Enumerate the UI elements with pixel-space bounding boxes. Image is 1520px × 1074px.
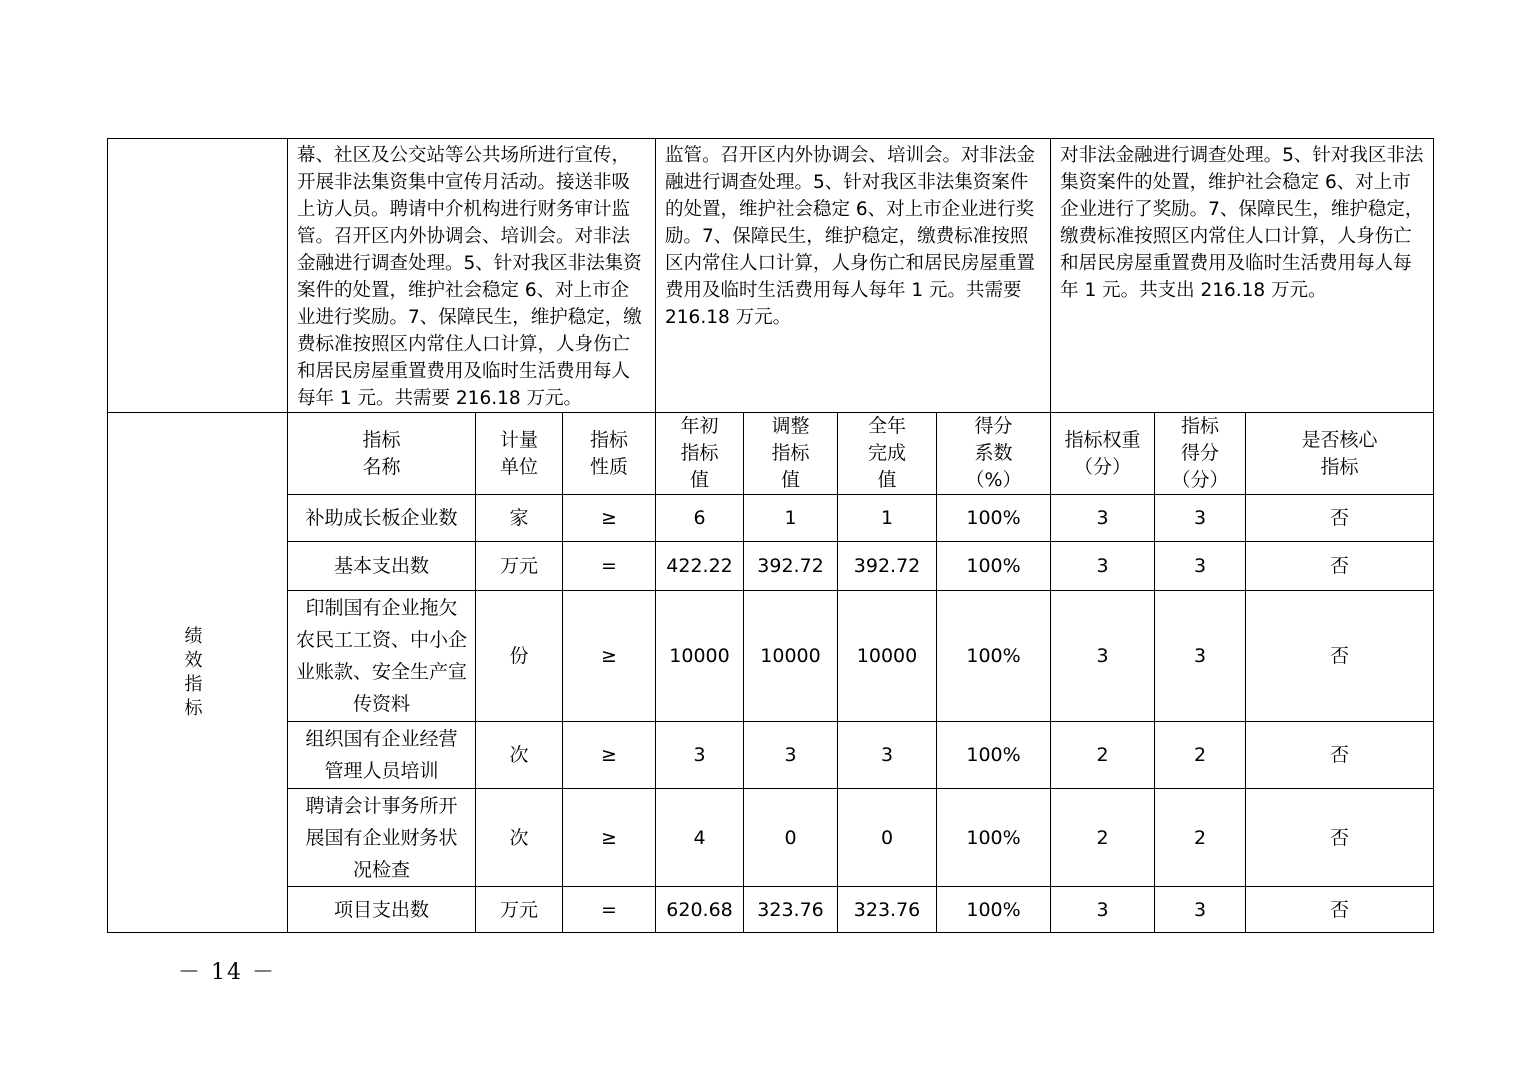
row-unit: 次 [476, 789, 563, 887]
row-adjusted: 10000 [744, 591, 838, 722]
row-name [288, 789, 476, 887]
header-initial [656, 413, 744, 495]
header-completed [838, 413, 937, 495]
page-number: － 14 － [178, 960, 276, 985]
row-completed: 392.72 [838, 542, 937, 591]
row-weight: 3 [1051, 495, 1155, 542]
row-name [288, 591, 476, 722]
header-core-line: 是否核心 [1301, 428, 1378, 451]
row-score: 3 [1155, 887, 1246, 933]
row-core: 否 [1246, 591, 1434, 722]
row-coef: 100% [937, 591, 1051, 722]
description-plan-cell: 监管。召开区内外协调会、培训会。对非法金融进行调查处理。5、针对我区非法集资案件的处置，维护社会稳定 6、对上市企业进行奖励。7、保障民生，维护稳定，缴费标准按照区内常住人口计算，人身伤亡和居民房屋重置费用及临时生活费用每人每年 1 元。共需要 216.18 万元。 [656, 139, 1051, 413]
header-name-line: 指标 [362, 428, 401, 451]
row-score: 3 [1155, 591, 1246, 722]
row-initial: 4 [656, 789, 744, 887]
header-unit-line: 计量 [499, 428, 538, 451]
header-unit [476, 413, 563, 495]
header-name [288, 413, 476, 495]
header-name-line: 名称 [362, 455, 401, 478]
row-completed: 0 [838, 789, 937, 887]
header-initial-line: 年初 [680, 415, 719, 437]
header-score-line: 得分 [1181, 442, 1220, 464]
header-adjusted-line: 指标 [771, 442, 810, 464]
row-unit: 家 [476, 495, 563, 542]
row-core: 否 [1246, 887, 1434, 933]
header-nature-line: 指标 [590, 428, 629, 451]
row-initial: 3 [656, 722, 744, 789]
header-coef-line: 得分 [974, 415, 1013, 437]
header-adjusted-line: 调整 [771, 415, 810, 437]
row-adjusted: 3 [744, 722, 838, 789]
row-completed: 10000 [838, 591, 937, 722]
section-label-cell [108, 413, 288, 933]
row-completed: 323.76 [838, 887, 937, 933]
row-core: 否 [1246, 495, 1434, 542]
row-name-line: 项目支出数 [333, 898, 429, 921]
row-name-line: 展国有企业财务状 [305, 826, 458, 849]
table-row [108, 591, 1434, 722]
header-completed-line: 值 [877, 469, 897, 491]
header-initial-line: 值 [690, 469, 710, 491]
row-nature: = [563, 542, 656, 591]
row-core: 否 [1246, 789, 1434, 887]
row-nature: = [563, 887, 656, 933]
row-name-line: 农民工工资、中小企 [295, 629, 467, 651]
row-nature: ≥ [563, 722, 656, 789]
row-score: 3 [1155, 542, 1246, 591]
row-core: 否 [1246, 542, 1434, 591]
header-adjusted [744, 413, 838, 495]
row-name-line: 况检查 [352, 858, 410, 881]
row-score: 2 [1155, 722, 1246, 789]
header-score-line: （分） [1171, 469, 1229, 491]
row-weight: 2 [1051, 722, 1155, 789]
row-score: 3 [1155, 495, 1246, 542]
table-row [108, 887, 1434, 933]
row-name-line: 组织国有企业经营 [305, 728, 458, 750]
row-nature: ≥ [563, 591, 656, 722]
header-completed-line: 全年 [868, 415, 907, 437]
performance-table [107, 138, 1434, 933]
description-actual-cell: 对非法金融进行调查处理。5、针对我区非法集资案件的处置，维护社会稳定 6、对上市企业进行了奖励。7、保障民生，维护稳定，缴费标准按照区内常住人口计算，人身伤亡和居民房屋重置费用及临时生活费用每人每年 1 元。共支出 216.18 万元。 [1051, 139, 1434, 413]
row-name [288, 887, 476, 933]
header-row [108, 413, 1434, 495]
row-initial: 10000 [656, 591, 744, 722]
row-name-line: 业账款、安全生产宣 [295, 661, 467, 683]
header-coef-line: （%） [965, 469, 1022, 491]
header-initial-line: 指标 [680, 442, 719, 464]
row-core: 否 [1246, 722, 1434, 789]
row-completed: 3 [838, 722, 937, 789]
header-nature [563, 413, 656, 495]
row-coef: 100% [937, 789, 1051, 887]
row-name-line: 聘请会计事务所开 [305, 794, 458, 817]
row-weight: 3 [1051, 542, 1155, 591]
row-initial: 422.22 [656, 542, 744, 591]
header-weight [1051, 413, 1155, 495]
row-score: 2 [1155, 789, 1246, 887]
row-initial: 620.68 [656, 887, 744, 933]
row-name [288, 542, 476, 591]
header-weight-line: 指标权重 [1064, 428, 1141, 451]
row-weight: 2 [1051, 789, 1155, 887]
row-nature: ≥ [563, 789, 656, 887]
row-name-line: 传资料 [352, 693, 410, 715]
row-name-line: 补助成长板企业数 [305, 507, 458, 529]
header-weight-line: （分） [1074, 455, 1132, 478]
table-row [108, 722, 1434, 789]
row-completed: 1 [838, 495, 937, 542]
header-core [1246, 413, 1434, 495]
table-row [108, 495, 1434, 542]
row-nature: ≥ [563, 495, 656, 542]
row-name [288, 722, 476, 789]
header-nature-line: 性质 [590, 455, 629, 478]
row-unit: 万元 [476, 887, 563, 933]
row-adjusted: 392.72 [744, 542, 838, 591]
row-name-line: 基本支出数 [333, 555, 429, 577]
row-name-line: 印制国有企业拖欠 [305, 597, 458, 619]
header-completed-line: 完成 [868, 442, 907, 464]
header-core-line: 指标 [1320, 455, 1359, 478]
header-unit-line: 单位 [499, 455, 538, 478]
row-unit: 次 [476, 722, 563, 789]
description-target-cell: 幕、社区及公交站等公共场所进行宣传，开展非法集资集中宣传月活动。接送非吸上访人员。聘请中介机构进行财务审计监管。召开区内外协调会、培训会。对非法金融进行调查处理。5、针对我区非法集资案件的处置，维护社会稳定 6、对上市企业进行奖励。7、保障民生，维护稳定，缴费标准按照区内常住人口计算，人身伤亡和居民房屋重置费用及临时生活费用每人每年 1 元。共需要 216.18 万元。 [288, 139, 656, 413]
header-coef [937, 413, 1051, 495]
description-row [108, 139, 1434, 413]
row-coef: 100% [937, 722, 1051, 789]
row-weight: 3 [1051, 591, 1155, 722]
row-weight: 3 [1051, 887, 1155, 933]
row-adjusted: 0 [744, 789, 838, 887]
table-row [108, 542, 1434, 591]
row-adjusted: 1 [744, 495, 838, 542]
row-coef: 100% [937, 887, 1051, 933]
row-name-line: 管理人员培训 [324, 760, 439, 782]
row-coef: 100% [937, 495, 1051, 542]
row-coef: 100% [937, 542, 1051, 591]
section-label: 绩效指标 [184, 625, 203, 719]
row-name [288, 495, 476, 542]
header-score [1155, 413, 1246, 495]
row-unit: 万元 [476, 542, 563, 591]
header-score-line: 指标 [1181, 415, 1220, 437]
description-blank-cell [108, 139, 288, 413]
row-unit: 份 [476, 591, 563, 722]
header-coef-line: 系数 [974, 442, 1013, 464]
row-initial: 6 [656, 495, 744, 542]
row-adjusted: 323.76 [744, 887, 838, 933]
table-row [108, 789, 1434, 887]
header-adjusted-line: 值 [781, 469, 801, 491]
